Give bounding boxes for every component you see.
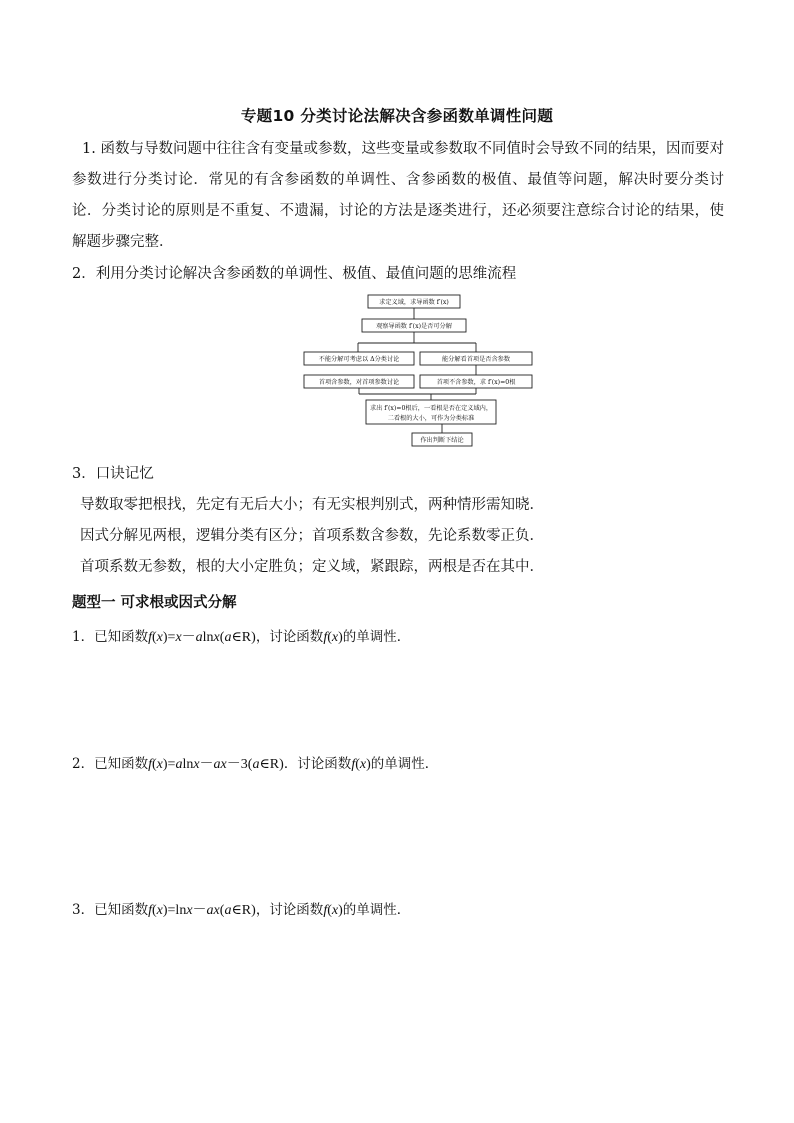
section-2-heading: 2．利用分类讨论解决含参函数的单调性、极值、最值问题的思维流程	[72, 266, 517, 282]
flow-text-5: 首项含参数，对首项参数讨论	[318, 379, 400, 386]
problem-1: 1．已知函数f(x)=x－alnx(a∈R)，讨论函数f(x)的单调性．	[72, 629, 411, 645]
flow-text-8: 作出判断下结论	[420, 437, 464, 444]
intro-paragraph: 1. 函数与导数问题中往往含有变量或参数，这些变量或参数取不同值时会导致不同的结果，因而要对参数进行分类讨论．常见的有含参函数的单调性、含参函数的极值、最值等问题，解决时要分类讨论．分类讨论的原则是不重复、不遗漏，讨论的方法是逐类进行，还必须要注意综合讨论的结果，使解题步骤完整．	[72, 141, 724, 250]
flow-text-6: 首项不含参数，求 f′(x)=0根	[436, 379, 516, 386]
type-1-heading: 题型一 可求根或因式分解	[72, 595, 237, 611]
verse-line-2: 因式分解见两根，逻辑分类有区分；首项系数含参数，先论系数零正负．	[80, 528, 544, 544]
flow-text-2: 观察导函数 f′(x)是否可分解	[376, 323, 452, 330]
verse-line-1: 导数取零把根找，先定有无后大小；有无实根判别式，两种情形需知晓．	[80, 497, 544, 513]
flow-text-7b: 二看根的大小，可作为分类标准	[387, 415, 475, 422]
flowchart	[302, 293, 534, 453]
flow-text-4: 能分解看首项是否含参数	[441, 356, 511, 363]
verse-line-3: 首项系数无参数，根的大小定胜负；定义域，紧跟踪，两根是否在其中．	[80, 559, 544, 575]
page-title: 专题10 分类讨论法解决含参函数单调性问题	[240, 107, 554, 125]
flow-text-3: 不能分解可考虑以 Δ分类讨论	[318, 356, 400, 363]
problem-2: 2．已知函数f(x)=alnx－ax－3(a∈R)．讨论函数f(x)的单调性．	[72, 756, 439, 772]
problem-3: 3．已知函数f(x)=lnx－ax(a∈R)，讨论函数f(x)的单调性．	[72, 902, 411, 918]
section-3-heading: 3．口诀记忆	[72, 466, 154, 482]
flow-text-7a: 求出 f′(x)=0根后，一看根是否在定义域内，	[369, 405, 493, 412]
flow-text-1: 求定义域，求导函数 f′(x)	[379, 299, 449, 306]
